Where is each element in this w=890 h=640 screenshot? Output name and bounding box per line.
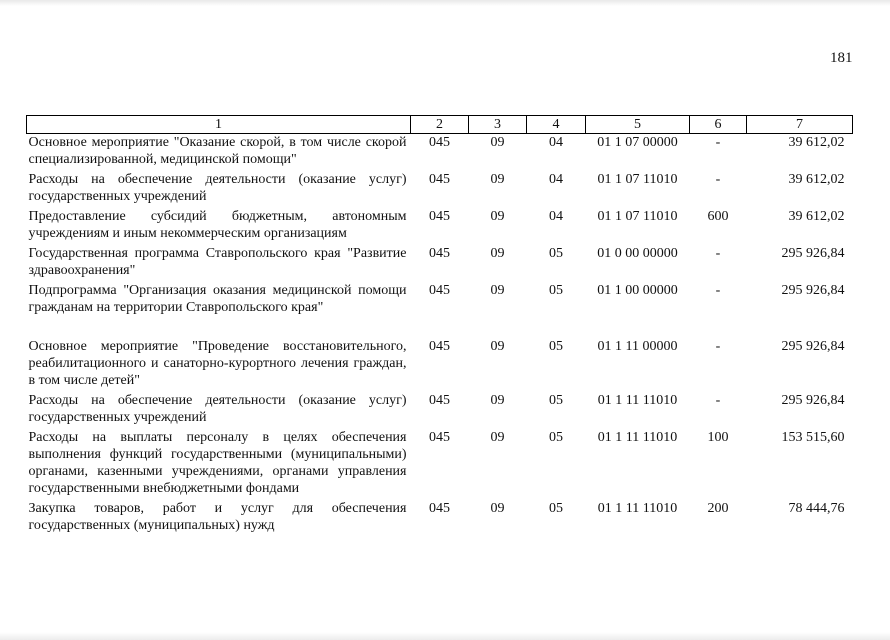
table-row — [27, 245, 853, 282]
row-name: Предоставление субсидий бюджетным, автономным учреждениям и иным некоммерческим организациям — [28, 209, 407, 241]
row-target-article: 01 1 07 11010 — [597, 209, 678, 224]
row-subsection: 05 — [549, 283, 563, 298]
row-amount: 295 926,84 — [781, 393, 845, 408]
row-name: Расходы на обеспечение деятельности (оказание услуг) государственных учреждений — [28, 393, 407, 425]
row-subsection: 05 — [549, 339, 563, 354]
row-section: 09 — [490, 393, 505, 408]
row-section: 09 — [490, 209, 505, 224]
row-expense-type: 100 — [707, 430, 729, 445]
row-expense-type: - — [715, 393, 721, 408]
row-target-article: 01 1 00 00000 — [597, 283, 678, 298]
row-ministry-code: 045 — [429, 209, 450, 224]
scan-edge-bottom — [0, 632, 890, 640]
row-ministry-code: 045 — [429, 339, 450, 354]
row-target-article: 01 1 07 11010 — [597, 172, 678, 187]
row-subsection: 04 — [549, 172, 563, 187]
row-expense-type: - — [715, 172, 721, 187]
row-ministry-code: 045 — [429, 501, 450, 516]
row-amount: 39 612,02 — [788, 135, 845, 150]
row-name: Расходы на обеспечение деятельности (оказание услуг) государственных учреждений — [28, 172, 407, 204]
row-amount: 295 926,84 — [781, 339, 845, 354]
row-ministry-code: 045 — [429, 393, 450, 408]
row-section: 09 — [490, 283, 505, 298]
table-row — [27, 500, 853, 537]
row-target-article: 01 0 00 00000 — [597, 246, 678, 261]
row-amount: 153 515,60 — [781, 430, 845, 445]
row-subsection: 05 — [549, 501, 563, 516]
scan-edge-top — [0, 0, 890, 6]
row-section: 09 — [490, 339, 505, 354]
row-ministry-code: 045 — [429, 430, 450, 445]
row-subsection: 05 — [549, 430, 563, 445]
column-header-7: 7 — [747, 116, 853, 134]
row-name: Основное мероприятие "Проведение восстановительного, реабилитационного и санаторно-курортного лечения граждан, в том числе детей" — [28, 339, 407, 388]
row-target-article: 01 1 11 11010 — [597, 501, 678, 516]
row-ministry-code: 045 — [429, 246, 450, 261]
row-subsection: 04 — [549, 135, 563, 150]
row-subsection: 05 — [549, 246, 563, 261]
row-ministry-code: 045 — [429, 172, 450, 187]
table-row — [27, 134, 853, 172]
table-row — [27, 429, 853, 500]
row-section: 09 — [490, 172, 505, 187]
row-expense-type: 200 — [707, 501, 729, 516]
row-subsection: 04 — [549, 209, 563, 224]
row-section: 09 — [490, 246, 505, 261]
row-target-article: 01 1 07 00000 — [597, 135, 678, 150]
row-expense-type: - — [715, 283, 721, 298]
column-header-3: 3 — [469, 116, 527, 134]
row-amount: 295 926,84 — [781, 283, 845, 298]
row-name: Расходы на выплаты персоналу в целях обеспечения выполнения функций государственными (муниципальными) органами, казенными учреждениями, органами управления государственными внебюджетными фондами — [28, 430, 407, 496]
row-amount: 39 612,02 — [788, 172, 845, 187]
column-header-2: 2 — [411, 116, 469, 134]
row-amount: 295 926,84 — [781, 246, 845, 261]
row-section: 09 — [490, 430, 505, 445]
row-expense-type: - — [715, 246, 721, 261]
column-header-4: 4 — [527, 116, 586, 134]
row-amount: 78 444,76 — [788, 501, 845, 516]
column-header-1: 1 — [27, 116, 411, 134]
row-expense-type: - — [715, 135, 721, 150]
table-row — [27, 208, 853, 245]
row-name: Основное мероприятие "Оказание скорой, в том числе скорой специализированной, медицинской помощи" — [28, 135, 407, 167]
row-section: 09 — [490, 501, 505, 516]
row-amount: 39 612,02 — [788, 209, 845, 224]
row-name: Подпрограмма "Организация оказания медицинской помощи гражданам на территории Ставропольского края" — [28, 283, 407, 315]
column-header-5: 5 — [586, 116, 690, 134]
row-target-article: 01 1 11 11010 — [597, 430, 678, 445]
row-target-article: 01 1 11 11010 — [597, 393, 678, 408]
budget-table — [26, 115, 853, 537]
table-row — [27, 282, 853, 338]
table-row — [27, 392, 853, 429]
row-name: Государственная программа Ставропольского края "Развитие здравоохранения" — [28, 246, 407, 278]
table-row — [27, 338, 853, 392]
row-section: 09 — [490, 135, 505, 150]
page-number: 181 — [830, 50, 853, 66]
row-target-article: 01 1 11 00000 — [597, 339, 678, 354]
header-row — [27, 116, 853, 134]
table-row — [27, 171, 853, 208]
row-ministry-code: 045 — [429, 135, 450, 150]
column-header-6: 6 — [690, 116, 747, 134]
row-ministry-code: 045 — [429, 283, 450, 298]
row-name: Закупка товаров, работ и услуг для обеспечения государственных (муниципальных) нужд — [28, 501, 407, 533]
row-expense-type: - — [715, 339, 721, 354]
row-expense-type: 600 — [707, 209, 729, 224]
row-subsection: 05 — [549, 393, 563, 408]
